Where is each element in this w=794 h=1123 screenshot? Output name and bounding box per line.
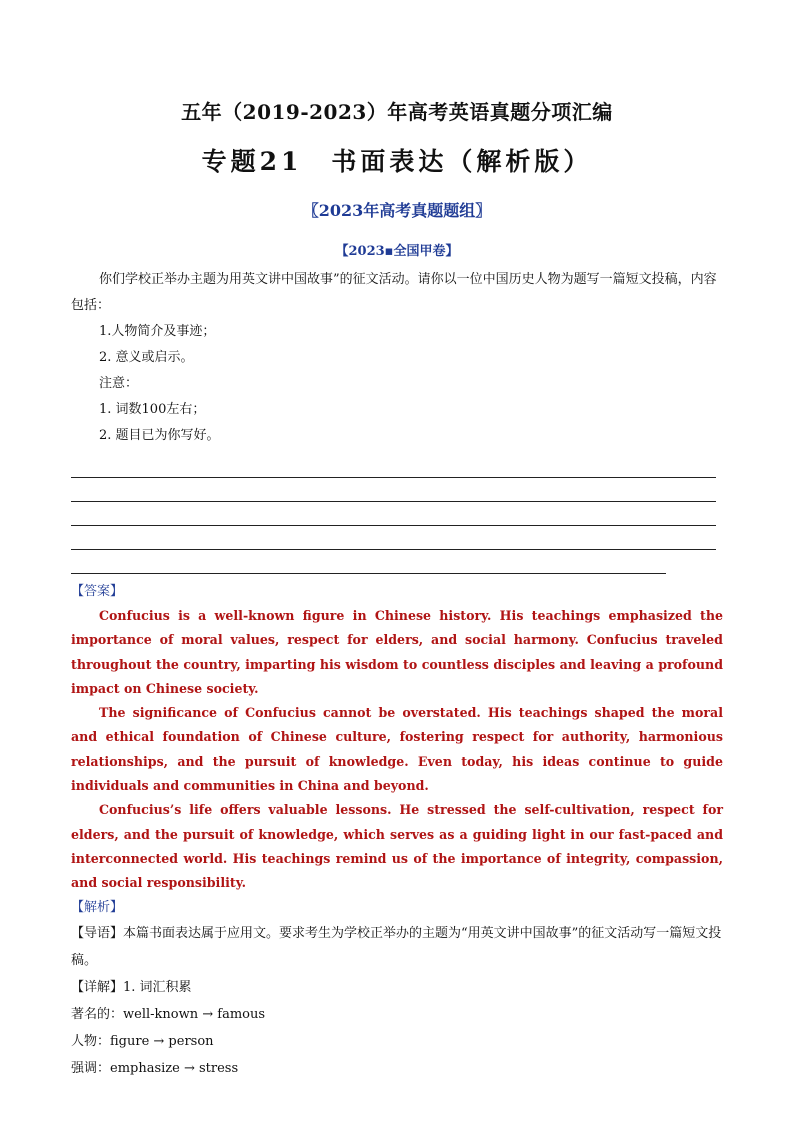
topic-title: 专题21 书面表达（解析版） (201, 147, 593, 176)
answer-section (71, 580, 723, 1082)
answer-line-4 (71, 549, 716, 550)
answer-line-2 (71, 501, 716, 502)
answer-label: 【答案】 (71, 584, 124, 599)
analysis-label: 【解析】 (71, 899, 124, 915)
note-item-2: 2. 题目已为你写好。 (99, 428, 220, 443)
answer-paragraph-1: Confucius is a well-known figure in Chinese history. His teachings emphasized the importance of moral values, respect for elders, and social harmony. Confucius traveled throughout the country, imparting his wisdom to countless disciples and leaving a profound impact on Chinese society. (71, 608, 723, 696)
note-label: 注意： (99, 376, 139, 391)
answer-line-3 (71, 525, 716, 526)
answer-line-5 (71, 573, 666, 574)
analysis-detail: 【详解】1. 词汇积累 (71, 979, 192, 995)
prompt-item-1: 1.人物简介及事迹； (99, 324, 216, 339)
prompt-item-2: 2. 意义或启示。 (99, 350, 194, 365)
note-item-1: 1. 词数100左右； (99, 402, 206, 417)
answer-paragraph-3: Confucius’s life offers valuable lessons. He stressed the self-cultivation, respect for elders, and the pursuit of knowledge, which serves as a guiding light in our fast-paced and interconnected world. His teachings remind us of the importance of integrity, compassion, and social responsibility. (71, 802, 723, 891)
vocab-item-2: 人物：figure → person (71, 1033, 214, 1049)
vocab-item-3: 强调：emphasize → stress (71, 1060, 239, 1076)
answer-line-1 (71, 477, 716, 478)
group-title: 〖2023年高考真题题组〗 (302, 201, 492, 220)
answer-paragraph-2: The significance of Confucius cannot be overstated. His teachings shaped the moral and ethical foundation of Chinese culture, fostering respect for authority, harmonious relationships, and the pursuit of knowledge. Even today, his ideas continue to guide individuals and communities in China and beyond. (71, 705, 723, 794)
analysis-guide: 【导语】本篇书面表达属于应用文。要求考生为学校正举办的主题为“用英文讲中国故事”的征文活动写一篇短文投稿。 (71, 925, 722, 968)
prompt-intro: 你们学校正举办主题为用英文讲中国故事”的征文活动。请你以一位中国历史人物为题写一篇短文投稿，内容包括： (71, 272, 717, 313)
main-title: 五年（2019-2023）年高考英语真题分项汇编 (181, 100, 613, 124)
vocab-item-1: 著名的：well-known → famous (71, 1006, 266, 1022)
writing-prompt (71, 267, 723, 449)
paper-label: 【2023▪全国甲卷】 (335, 244, 459, 259)
